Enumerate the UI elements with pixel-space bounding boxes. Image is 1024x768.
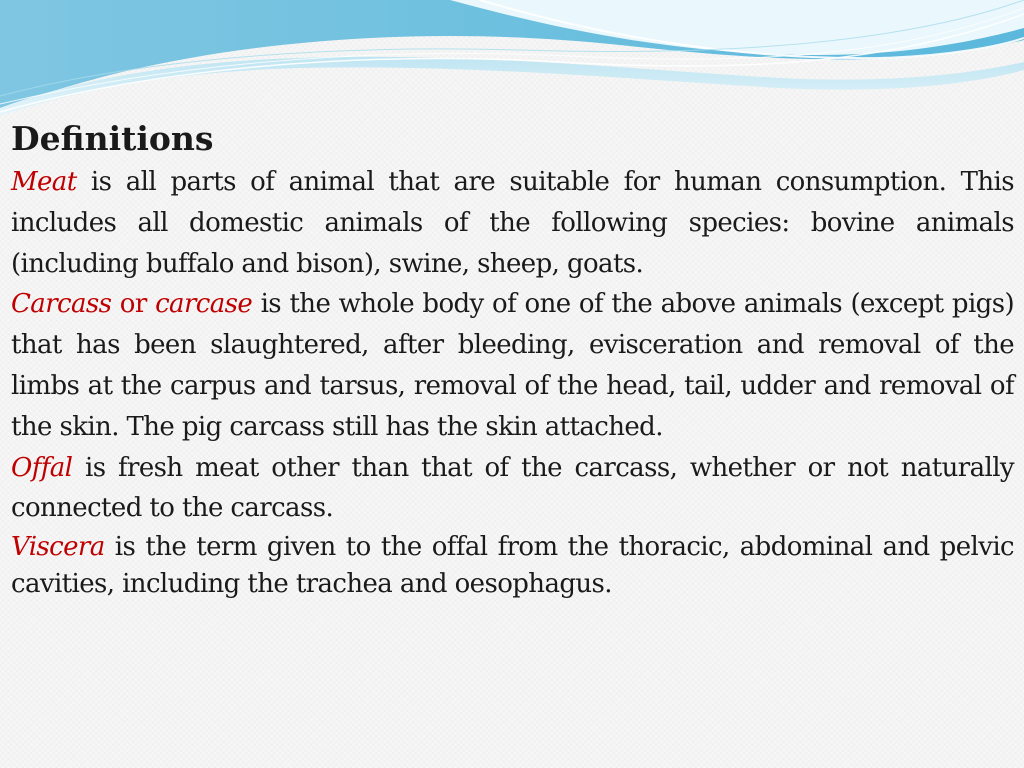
- header-wave-decoration: [0, 0, 1024, 120]
- definition-viscera-text: is the term given to the offal from the thoracic, abdominal and pelvic cavities, including the trachea and oesophagus.: [11, 532, 1014, 600]
- term-viscera: Viscera: [11, 532, 105, 563]
- wave-band-pale: [0, 57, 1024, 116]
- definition-offal-text: is fresh meat other than that of the carcass, whether or not naturally connected to the carcass.: [11, 452, 1014, 524]
- term-meat: Meat: [11, 167, 77, 197]
- slide-title: Definitions: [11, 119, 214, 158]
- definition-carcass: [11, 284, 1014, 447]
- definition-offal: [11, 448, 1014, 530]
- term-offal: Offal: [11, 452, 73, 483]
- definition-viscera: [11, 529, 1014, 603]
- term-carcase: carcase: [155, 289, 253, 320]
- slide-content: [11, 116, 1014, 603]
- term-connector: or: [111, 289, 156, 320]
- term-carcass: Carcass: [11, 289, 112, 320]
- definition-meat: [11, 162, 1014, 284]
- definition-meat-text: is all parts of animal that are suitable for human consumption. This includes all domestic animals of the following species: bovine animals (including buffalo and bison), swine, sheep, goats.: [11, 167, 1014, 279]
- definition-carcass-text: is the whole body of one of the above animals (except pigs) that has been slaughtered, after bleeding, evisceration and removal of the limbs at the carpus and tarsus, removal of the head, tail, udder and removal of the skin. The pig carcass still has the skin attached.: [11, 289, 1014, 442]
